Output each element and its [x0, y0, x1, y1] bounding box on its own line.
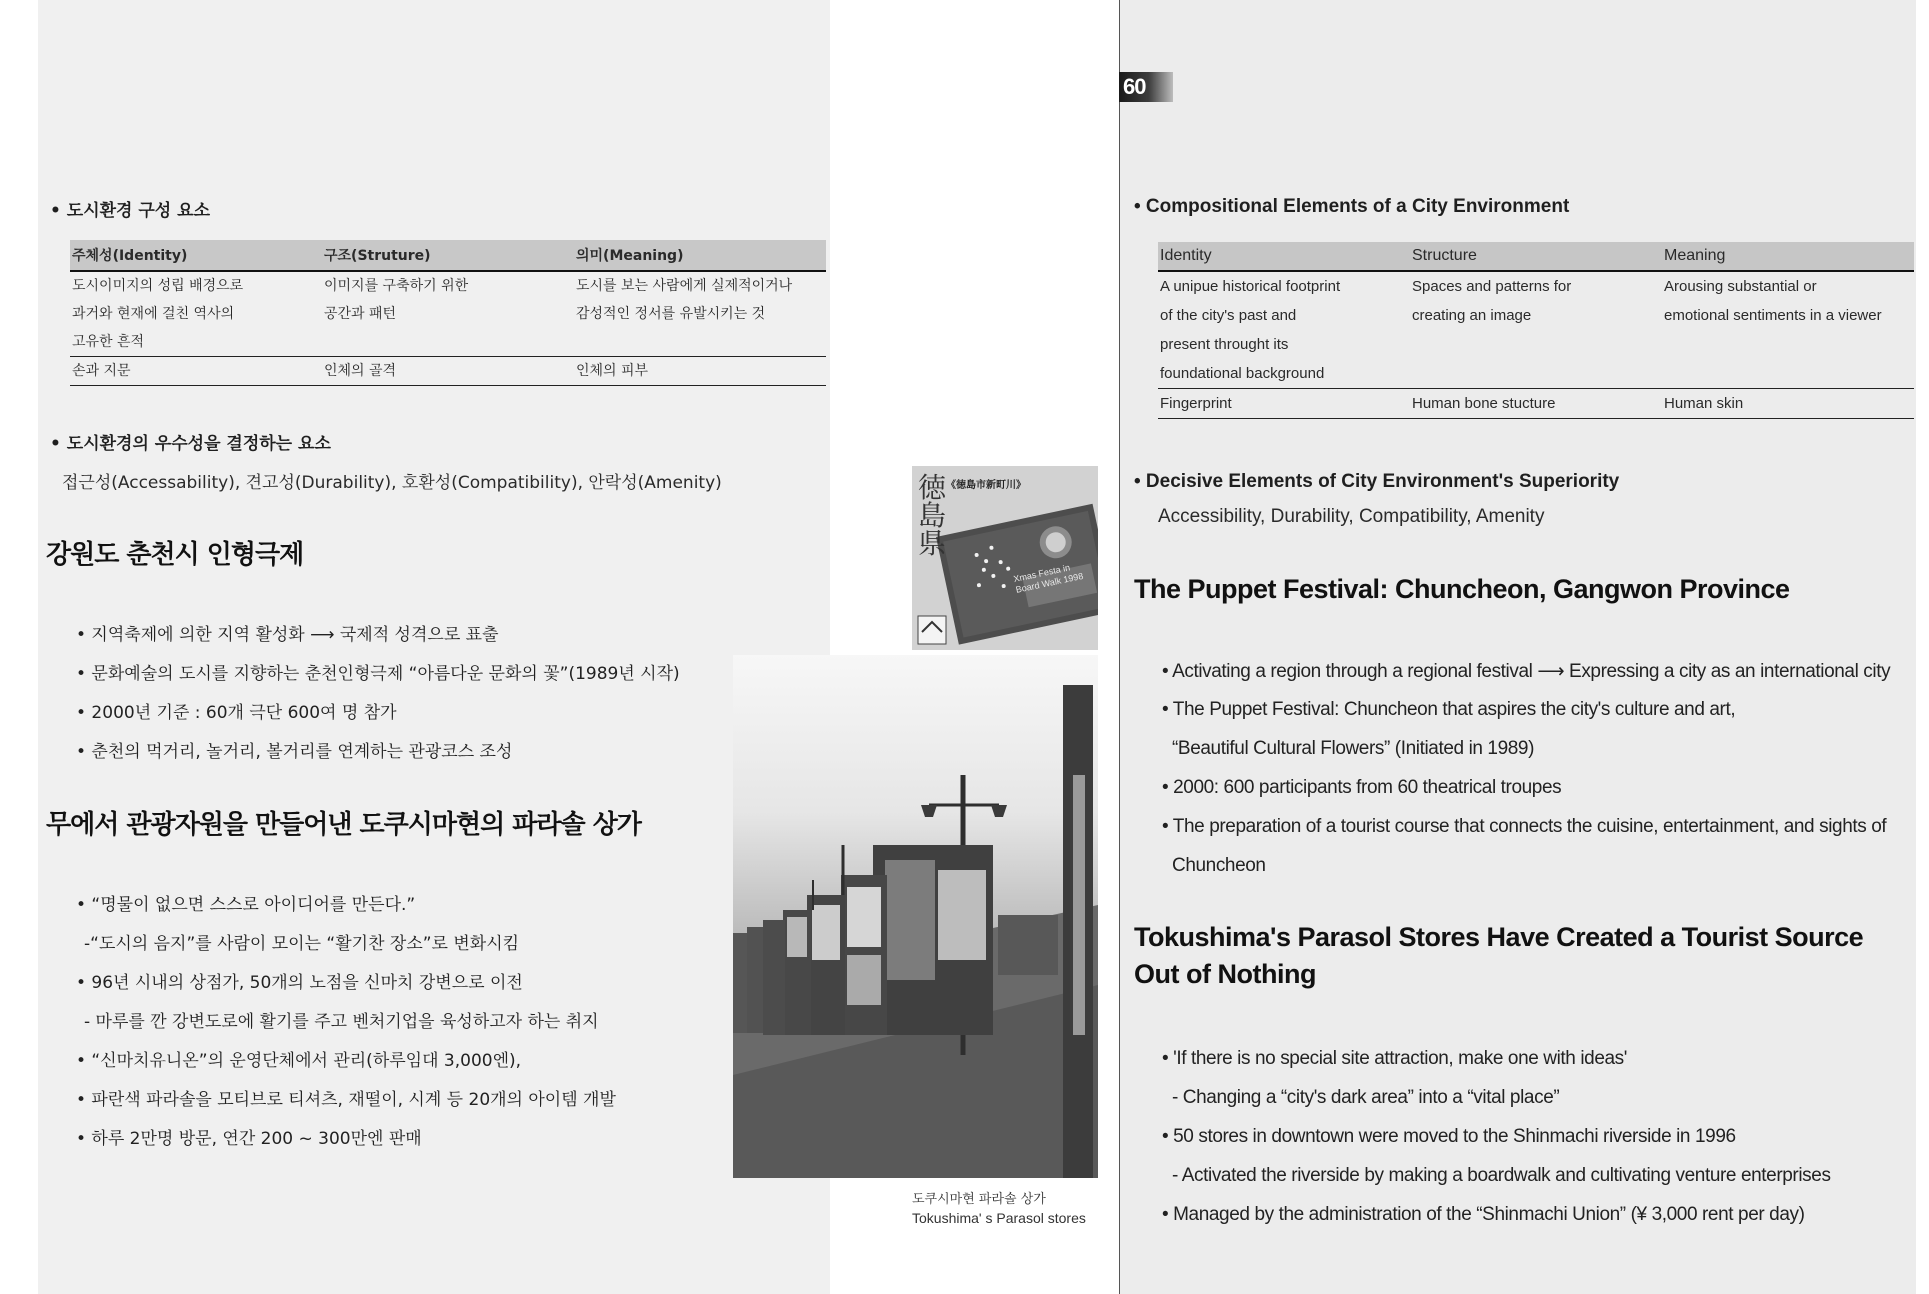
list-item: • 하루 2만명 방문, 연간 200 ~ 300만엔 판매: [76, 1129, 422, 1149]
right-section2-text: Accessibility, Durability, Compatibility, Amenity: [1158, 506, 1545, 527]
table-row: [1158, 271, 1914, 301]
table-cell: Spaces and patterns for: [1412, 278, 1572, 295]
table-row: [1158, 330, 1914, 359]
table-cell: [1662, 359, 1914, 389]
left-section2-title: • 도시환경의 우수성을 결정하는 요소: [50, 434, 331, 454]
right-heading-parasol-line2: Out of Nothing: [1134, 959, 1316, 989]
list-item: • Managed by the administration of the “Shinmachi Union” (¥ 3,000 rent per day): [1162, 1204, 1805, 1225]
list-item: • 문화예술의 도시를 지향하는 춘천인형극제 “아름다운 문화의 꽃”(1989년 시작): [76, 664, 680, 684]
table-cell: 감성적인 정서를 유발시키는 것: [576, 306, 766, 322]
table-row: [1158, 389, 1914, 419]
table-cell: [322, 328, 574, 357]
table-cell: [1662, 330, 1914, 359]
right-section1-title: • Compositional Elements of a City Environment: [1134, 196, 1570, 217]
list-item: • 파란색 파라솔을 모티브로 티셔츠, 재떨이, 시계 등 20개의 아이템 개발: [76, 1090, 616, 1110]
list-item: Chuncheon: [1172, 855, 1266, 876]
table-header-row: [70, 240, 826, 271]
photo-caption-english: Tokushima' s Parasol stores: [912, 1210, 1086, 1226]
table-header-row: [1158, 242, 1914, 271]
table-cell: 과거와 현재에 걸친 역사의: [72, 306, 235, 322]
left-section2-text: 접근성(Accessability), 견고성(Durability), 호환성(Compatibility), 안락성(Amenity): [62, 473, 722, 493]
list-item: • 96년 시내의 상점가, 50개의 노점을 신마치 강변으로 이전: [76, 973, 523, 993]
table-cell: 고유한 흔적: [72, 334, 145, 350]
left-section1-title: • 도시환경 구성 요소: [50, 201, 210, 221]
list-item: • 지역축제에 의한 지역 활성화 ⟶ 국제적 성격으로 표출: [76, 625, 499, 645]
right-elements-table: [1158, 242, 1914, 419]
table-cell: 도시를 보는 사람에게 실제적이거나: [576, 278, 793, 294]
table-header-cell: 주체성(Identity): [70, 240, 322, 271]
list-item: -“도시의 음지”를 사람이 모이는 “활기찬 장소”로 변화시킴: [84, 934, 520, 954]
list-item: • “명물이 없으면 스스로 아이디어를 만든다.”: [76, 895, 416, 915]
tokushima-sign-photo: [912, 466, 1098, 650]
right-section2-title: • Decisive Elements of City Environment's Superiority: [1134, 471, 1620, 492]
list-item: • Activating a region through a regional festival ⟶ Expressing a city as an international city: [1162, 661, 1891, 682]
list-item: • 50 stores in downtown were moved to the Shinmachi riverside in 1996: [1162, 1126, 1736, 1147]
list-item: • 'If there is no special site attraction, make one with ideas': [1162, 1048, 1628, 1069]
list-item: • “신마치유니온”의 운영단체에서 관리(하루임대 3,000엔),: [76, 1051, 522, 1071]
table-header-cell: Identity: [1158, 242, 1410, 271]
right-heading-parasol-line1: Tokushima's Parasol Stores Have Created a Tourist Source: [1134, 922, 1864, 952]
table-row: [1158, 359, 1914, 389]
list-item: - Activated the riverside by making a boardwalk and cultivating venture enterprises: [1172, 1165, 1831, 1186]
list-item: • The Puppet Festival: Chuncheon that aspires the city's culture and art,: [1162, 699, 1736, 720]
table-cell: Fingerprint: [1158, 389, 1410, 419]
table-cell: Human bone stucture: [1410, 389, 1662, 419]
sign-label: 《徳島市新町川》: [946, 480, 1026, 491]
list-item: • 춘천의 먹거리, 놀거리, 볼거리를 연계하는 관광코스 조성: [76, 742, 513, 762]
table-row: [70, 357, 826, 386]
table-cell: [1410, 330, 1662, 359]
sign-kanji: 徳島県: [918, 471, 947, 560]
table-row: [70, 328, 826, 357]
left-heading-parasol-stores: 무에서 관광자원을 만들어낸 도쿠시마현의 파라솔 상가: [46, 810, 641, 840]
list-item: • 2000: 600 participants from 60 theatrical troupes: [1162, 777, 1562, 798]
table-cell: [1410, 359, 1662, 389]
right-heading-puppet-festival: The Puppet Festival: Chuncheon, Gangwon Province: [1134, 574, 1790, 604]
table-cell: 인체의 골격: [322, 357, 574, 386]
table-cell: of the city's past and: [1160, 307, 1297, 324]
table-cell: 이미지를 구축하기 위한: [324, 278, 469, 294]
table-cell: emotional sentiments in a viewer: [1664, 307, 1882, 324]
photo-caption-korean: 도쿠시마현 파라솔 상가: [912, 1192, 1046, 1207]
list-item: “Beautiful Cultural Flowers” (Initiated in 1989): [1172, 738, 1535, 759]
page-fold-divider: [1119, 0, 1120, 1294]
list-item: - 마루를 깐 강변도로에 활기를 주고 벤처기업을 육성하고자 하는 취지: [84, 1012, 599, 1032]
table-cell: foundational background: [1160, 365, 1325, 382]
table-cell: Arousing substantial or: [1664, 278, 1817, 295]
table-cell: A unipue historical footprint: [1160, 278, 1341, 295]
left-heading-puppet-festival: 강원도 춘천시 인형극제: [46, 540, 304, 570]
table-cell: present throught its: [1160, 336, 1289, 353]
table-cell: [574, 328, 826, 357]
table-cell: 손과 지문: [70, 357, 322, 386]
table-cell: 인체의 피부: [574, 357, 826, 386]
table-cell: Human skin: [1662, 389, 1914, 419]
table-header-cell: Meaning: [1662, 242, 1914, 271]
list-item: • 2000년 기준 : 60개 극단 600여 명 참가: [76, 703, 397, 723]
table-row: [70, 271, 826, 300]
left-elements-table: [70, 240, 826, 386]
table-header-cell: 의미(Meaning): [574, 240, 826, 271]
table-cell: creating an image: [1412, 307, 1532, 324]
table-cell: 도시이미지의 성립 배경으로: [72, 278, 244, 294]
table-cell: 공간과 패턴: [324, 306, 397, 322]
sign-card-text: Xmas Festa in Board Walk 1998: [1012, 562, 1085, 595]
list-item: • The preparation of a tourist course that connects the cuisine, entertainment, and sights of: [1162, 816, 1887, 837]
table-header-cell: 구조(Struture): [322, 240, 574, 271]
list-item: - Changing a “city's dark area” into a “vital place”: [1172, 1087, 1560, 1108]
parasol-stores-photo: [733, 655, 1098, 1178]
table-row: [1158, 301, 1914, 330]
boardwalk-scene-graphic: [733, 655, 1098, 1178]
table-header-cell: Structure: [1410, 242, 1662, 271]
page-number: 60: [1119, 72, 1173, 102]
table-row: [70, 300, 826, 328]
